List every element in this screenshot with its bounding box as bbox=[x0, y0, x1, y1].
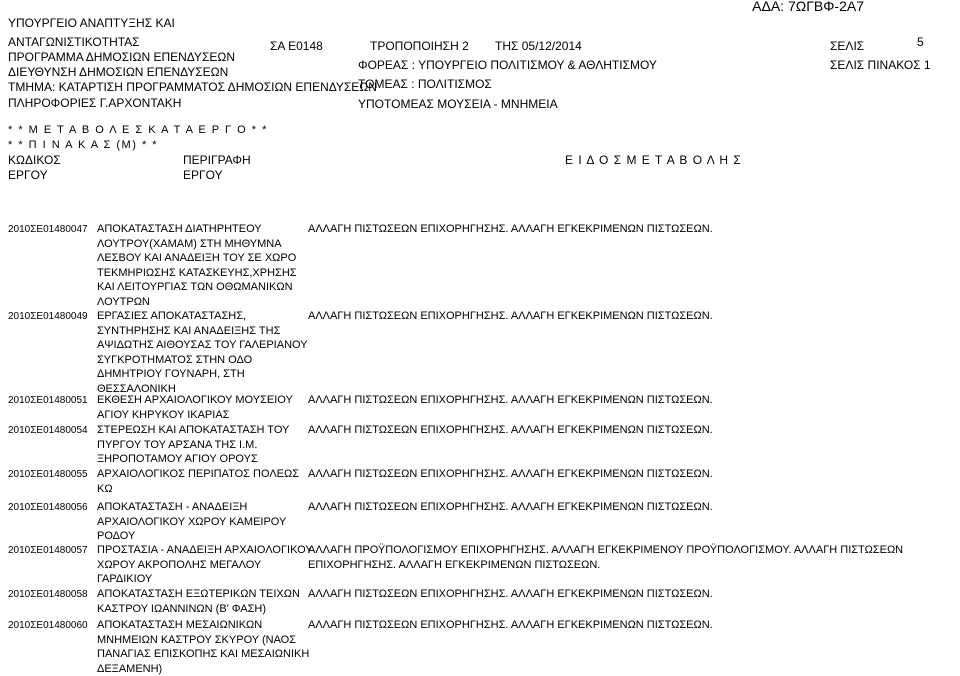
row-code: 2010ΣΕ01480060 bbox=[8, 620, 88, 631]
selis-value: 5 bbox=[917, 35, 924, 49]
row-description: ΑΠΟΚΑΤΑΣΤΑΣΗ - ΑΝΑΔΕΙΞΗ ΑΡΧΑΙΟΛΟΓΙΚΟΥ ΧΩΡΟΥ ΚΑΜΕΙΡΟΥ ΡΟΔΟΥ bbox=[97, 501, 287, 543]
row-change: ΑΛΛΑΓΗ ΠΙΣΤΩΣΕΩΝ ΕΠΙΧΟΡΗΓΗΣΗΣ. ΑΛΛΑΓΗ ΕΓΚΕΚΡΙΜΕΝΩΝ ΠΙΣΤΩΣΕΩΝ. bbox=[308, 394, 713, 406]
selis-pinakos: ΣΕΛΙΣ ΠΙΝΑΚΟΣ 1 bbox=[830, 58, 931, 72]
row-description: ΠΡΟΣΤΑΣΙΑ - ΑΝΑΔΕΙΞΗ ΑΡΧΑΙΟΛΟΓΙΚΟΥ ΧΩΡΟΥ ΑΚΡΟΠΟΛΗΣ ΜΕΓΑΛΟΥ ΓΑΡΔΙΚΙΟΥ bbox=[97, 544, 313, 586]
row-change: ΑΛΛΑΓΗ ΠΙΣΤΩΣΕΩΝ ΕΠΙΧΟΡΗΓΗΣΗΣ. ΑΛΛΑΓΗ ΕΓΚΕΚΡΙΜΕΝΩΝ ΠΙΣΤΩΣΕΩΝ. bbox=[308, 223, 713, 235]
row-description: ΑΠΟΚΑΤΑΣΤΑΣΗ ΜΕΣΑΙΩΝΙΚΩΝ ΜΝΗΜΕΙΩΝ ΚΑΣΤΡΟΥ ΣΚΥΡΟΥ (ΝΑΟΣ ΠΑΝΑΓΙΑΣ ΕΠΙΣΚΟΠΗΣ ΚΑΙ ΜΕΣΑΙΩΝΙΚΗ ΔΕΞΑΜΕΝΗ) bbox=[97, 619, 310, 675]
col-code-header-1: ΚΩΔΙΚΟΣ bbox=[8, 153, 61, 167]
row-code: 2010ΣΕ01480056 bbox=[8, 502, 88, 513]
row-code: 2010ΣΕ01480055 bbox=[8, 469, 88, 480]
org-line-6: ΠΛΗΡΟΦΟΡΙΕΣ Γ.ΑΡΧΟΝΤΑΚΗ bbox=[8, 96, 182, 110]
row-code: 2010ΣΕ01480058 bbox=[8, 589, 88, 600]
row-description: ΣΤΕΡΕΩΣΗ ΚΑΙ ΑΠΟΚΑΤΑΣΤΑΣΗ ΤΟΥ ΠΥΡΓΟΥ ΤΟΥ ΑΡΣΑΝΑ ΤΗΣ Ι.Μ. ΞΗΡΟΠΟΤΑΜΟΥ ΑΓΙΟΥ ΟΡΟΥΣ bbox=[97, 424, 290, 466]
row-code: 2010ΣΕ01480051 bbox=[8, 395, 88, 406]
col-desc-header-2: ΕΡΓΟΥ bbox=[183, 168, 223, 182]
org-line-1: ΥΠΟΥΡΓΕΙΟ ΑΝΑΠΤΥΞΗΣ ΚΑΙ bbox=[8, 16, 175, 30]
row-description: ΑΡΧΑΙΟΛΟΓΙΚΟΣ ΠΕΡΙΠΑΤΟΣ ΠΟΛΕΩΣ ΚΩ bbox=[97, 468, 300, 495]
row-change: ΑΛΛΑΓΗ ΠΙΣΤΩΣΕΩΝ ΕΠΙΧΟΡΗΓΗΣΗΣ. ΑΛΛΑΓΗ ΕΓΚΕΚΡΙΜΕΝΩΝ ΠΙΣΤΩΣΕΩΝ. bbox=[308, 310, 713, 322]
section-title: * * Μ Ε Τ Α Β Ο Λ Ε Σ Κ Α Τ Α Ε Ρ Γ Ο * * bbox=[8, 124, 268, 136]
col-desc-header-1: ΠΕΡΙΓΡΑΦΗ bbox=[183, 153, 251, 167]
ada-number: ΑΔΑ: 7ΩΓΒΦ-2Α7 bbox=[752, 0, 864, 14]
org-line-2: ΑΝΤΑΓΩΝΙΣΤΙΚΟΤΗΤΑΣ bbox=[8, 35, 140, 49]
document-date: ΤΗΣ 05/12/2014 bbox=[495, 39, 582, 53]
row-description: ΕΚΘΕΣΗ ΑΡΧΑΙΟΛΟΓΙΚΟΥ ΜΟΥΣΕΙΟΥ ΑΓΙΟΥ ΚΗΡΥΚΟΥ ΙΚΑΡΙΑΣ bbox=[97, 394, 293, 421]
sa-code: ΣΑ Ε0148 bbox=[270, 39, 323, 53]
tomeas: ΤΟΜΕΑΣ : ΠΟΛΙΤΙΣΜΟΣ bbox=[358, 77, 492, 91]
row-code: 2010ΣΕ01480047 bbox=[8, 224, 88, 235]
row-description: ΑΠΟΚΑΤΑΣΤΑΣΗ ΕΞΩΤΕΡΙΚΩΝ ΤΕΙΧΩΝ ΚΑΣΤΡΟΥ ΙΩΑΝΝΙΝΩΝ (Β' ΦΑΣΗ) bbox=[97, 588, 300, 615]
org-line-5: ΤΜΗΜΑ: ΚΑΤΑΡΤΙΣΗ ΠΡΟΓΡΑΜΜΑΤΟΣ ΔΗΜΟΣΙΩΝ ΕΠΕΝΔΥΣΕΩΝ bbox=[8, 80, 377, 94]
col-change-header: Ε Ι Δ Ο Σ Μ Ε Τ Α Β Ο Λ Η Σ bbox=[565, 153, 742, 167]
row-description: ΑΠΟΚΑΤΑΣΤΑΣΗ ΔΙΑΤΗΡΗΤΕΟΥ ΛΟΥΤΡΟΥ(ΧΑΜΑΜ) ΣΤΗ ΜΗΘΥΜΝΑ ΛΕΣΒΟΥ ΚΑΙ ΑΝΑΔΕΙΞΗ ΤΟΥ ΣΕ ΧΩΡΟ ΤΕΚΜΗΡΙΩΣΗΣ ΚΑΤΑΣΚΕΥΗΣ,ΧΡΗΣΗΣ ΚΑΙ ΛΕΙΤΟΥΡΓΙΑΣ ΤΩΝ ΟΘΩΜΑΝΙΚΩΝ ΛΟΥΤΡΩΝ bbox=[97, 223, 297, 308]
row-change: ΑΛΛΑΓΗ ΠΡΟΫΠΟΛΟΓΙΣΜΟΥ ΕΠΙΧΟΡΗΓΗΣΗΣ. ΑΛΛΑΓΗ ΕΓΚΕΚΡΙΜΕΝΟΥ ΠΡΟΫΠΟΛΟΓΙΣΜΟΥ. ΑΛΛΑΓΗ ΠΙΣΤΩΣΕΩΝ bbox=[308, 544, 904, 556]
row-change-cont: ΕΠΙΧΟΡΗΓΗΣΗΣ. ΑΛΛΑΓΗ ΕΓΚΕΚΡΙΜΕΝΩΝ ΠΙΣΤΩΣΕΩΝ. bbox=[308, 559, 601, 571]
row-code: 2010ΣΕ01480054 bbox=[8, 425, 88, 436]
row-code: 2010ΣΕ01480057 bbox=[8, 545, 88, 556]
row-change: ΑΛΛΑΓΗ ΠΙΣΤΩΣΕΩΝ ΕΠΙΧΟΡΗΓΗΣΗΣ. ΑΛΛΑΓΗ ΕΓΚΕΚΡΙΜΕΝΩΝ ΠΙΣΤΩΣΕΩΝ. bbox=[308, 501, 713, 513]
foreas: ΦΟΡΕΑΣ : ΥΠΟΥΡΓΕΙΟ ΠΟΛΙΤΙΣΜΟΥ & ΑΘΛΗΤΙΣΜΟΥ bbox=[358, 58, 657, 72]
row-change: ΑΛΛΑΓΗ ΠΙΣΤΩΣΕΩΝ ΕΠΙΧΟΡΗΓΗΣΗΣ. ΑΛΛΑΓΗ ΕΓΚΕΚΡΙΜΕΝΩΝ ΠΙΣΤΩΣΕΩΝ. bbox=[308, 588, 713, 600]
col-code-header-2: ΕΡΓΟΥ bbox=[8, 168, 48, 182]
org-line-3: ΠΡΟΓΡΑΜΜΑ ΔΗΜΟΣΙΩΝ ΕΠΕΝΔΥΣΕΩΝ bbox=[8, 50, 235, 64]
org-line-4: ΔΙΕΥΘΥΝΣΗ ΔΗΜΟΣΙΩΝ ΕΠΕΝΔΥΣΕΩΝ bbox=[8, 65, 229, 79]
ypotomeas: ΥΠΟΤΟΜΕΑΣ ΜΟΥΣΕΙΑ - ΜΝΗΜΕΙΑ bbox=[358, 97, 558, 111]
row-change: ΑΛΛΑΓΗ ΠΙΣΤΩΣΕΩΝ ΕΠΙΧΟΡΗΓΗΣΗΣ. ΑΛΛΑΓΗ ΕΓΚΕΚΡΙΜΕΝΩΝ ΠΙΣΤΩΣΕΩΝ. bbox=[308, 424, 713, 436]
row-code: 2010ΣΕ01480049 bbox=[8, 311, 88, 322]
row-change: ΑΛΛΑΓΗ ΠΙΣΤΩΣΕΩΝ ΕΠΙΧΟΡΗΓΗΣΗΣ. ΑΛΛΑΓΗ ΕΓΚΕΚΡΙΜΕΝΩΝ ΠΙΣΤΩΣΕΩΝ. bbox=[308, 619, 713, 631]
row-description: ΕΡΓΑΣΙΕΣ ΑΠΟΚΑΤΑΣΤΑΣΗΣ, ΣΥΝΤΗΡΗΣΗΣ ΚΑΙ ΑΝΑΔΕΙΞΗΣ ΤΗΣ ΑΨΙΔΩΤΗΣ ΑΙΘΟΥΣΑΣ ΤΟΥ ΓΑΛΕΡΙΑΝΟΥ ΣΥΓΚΡΟΤΗΜΑΤΟΣ ΣΤΗΝ ΟΔΟ ΔΗΜΗΤΡΙΟΥ ΓΟΥΝΑΡΗ, ΣΤΗ ΘΕΣΣΑΛΟΝΙΚΗ bbox=[97, 310, 308, 395]
row-change: ΑΛΛΑΓΗ ΠΙΣΤΩΣΕΩΝ ΕΠΙΧΟΡΗΓΗΣΗΣ. ΑΛΛΑΓΗ ΕΓΚΕΚΡΙΜΕΝΩΝ ΠΙΣΤΩΣΕΩΝ. bbox=[308, 468, 713, 480]
tropopoiisi: ΤΡΟΠΟΠΟΙΗΣΗ 2 bbox=[370, 39, 469, 53]
table-title: * * Π Ι Ν Α Κ Α Σ (Μ) * * bbox=[8, 139, 159, 151]
selis-label: ΣΕΛΙΣ bbox=[830, 39, 865, 53]
